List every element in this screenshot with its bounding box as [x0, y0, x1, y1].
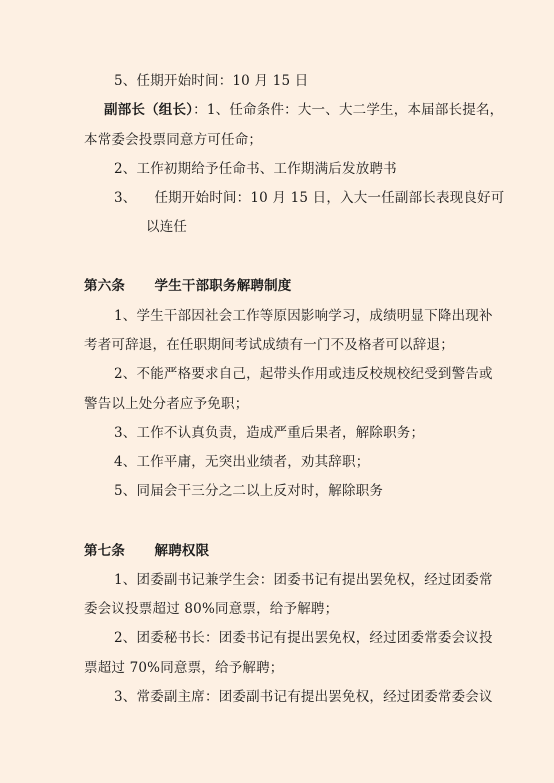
text: 4、工作平庸，无突出业绩者，劝其辞职； — [114, 454, 370, 470]
paragraph-line — [114, 482, 383, 500]
paragraph-line — [114, 307, 493, 325]
paragraph-line — [84, 131, 262, 149]
text: 考者可辞退，在任职期间考试成绩有一门不及格者可以辞退； — [84, 337, 454, 353]
paragraph-line — [84, 395, 248, 413]
heading-text: 第六条 学生干部职务解聘制度 — [84, 278, 292, 294]
paragraph-line — [114, 688, 493, 706]
term-start-line — [114, 72, 308, 90]
paragraph-line — [84, 659, 284, 677]
text: 2、团委秘书长：团委书记有提出罢免权，经过团委常委会议投 — [114, 630, 493, 646]
text: 以连任 — [146, 219, 188, 235]
paragraph-line — [84, 336, 454, 354]
text: 2、不能严格要求自己，起带头作用或违反校规校纪受到警告或 — [114, 366, 493, 382]
paragraph-line — [114, 189, 504, 207]
text: 3、工作不认真负责，造成严重后果者，解除职务； — [114, 425, 425, 441]
section-heading-article-7 — [84, 542, 209, 560]
paragraph-line — [84, 600, 338, 618]
paragraph-line — [146, 218, 187, 236]
text: ：1、任命条件：大一、大二学生，本届部长提名， — [193, 102, 504, 118]
paragraph-line — [114, 571, 493, 589]
paragraph-line — [114, 160, 397, 178]
text: 1、团委副书记兼学生会：团委书记有提出罢免权，经过团委常 — [114, 572, 493, 588]
text: 5、同届会干三分之二以上反对时，解除职务 — [114, 483, 384, 499]
text: 本常委会投票同意方可任命； — [84, 132, 263, 148]
paragraph-line — [114, 424, 424, 442]
paragraph-line — [114, 629, 493, 647]
paragraph-line — [114, 453, 369, 471]
text: 委会议投票超过 80%同意票，给予解聘； — [84, 601, 339, 617]
heading-text: 第七条 解聘权限 — [84, 543, 210, 559]
text: 3、常委副主席：团委副书记有提出罢免权，经过团委常委会议 — [114, 689, 493, 705]
section-heading-article-6 — [84, 277, 292, 295]
text: 3、 任期开始时间：10 月 15 日，入大一任副部长表现良好可 — [114, 190, 505, 206]
text: 5、任期开始时间：10 月 15 日 — [114, 73, 309, 89]
text: 2、工作初期给予任命书、工作期满后发放聘书 — [114, 161, 397, 177]
vice-minister-label: 副部长（组长） — [104, 102, 194, 118]
text: 1、学生干部因社会工作等原因影响学习，成绩明显下降出现补 — [114, 308, 493, 324]
text: 票超过 70%同意票，给予解聘； — [84, 660, 284, 676]
vice-minister-line — [104, 101, 503, 119]
text: 警告以上处分者应予免职； — [84, 396, 249, 412]
paragraph-line — [114, 365, 493, 383]
